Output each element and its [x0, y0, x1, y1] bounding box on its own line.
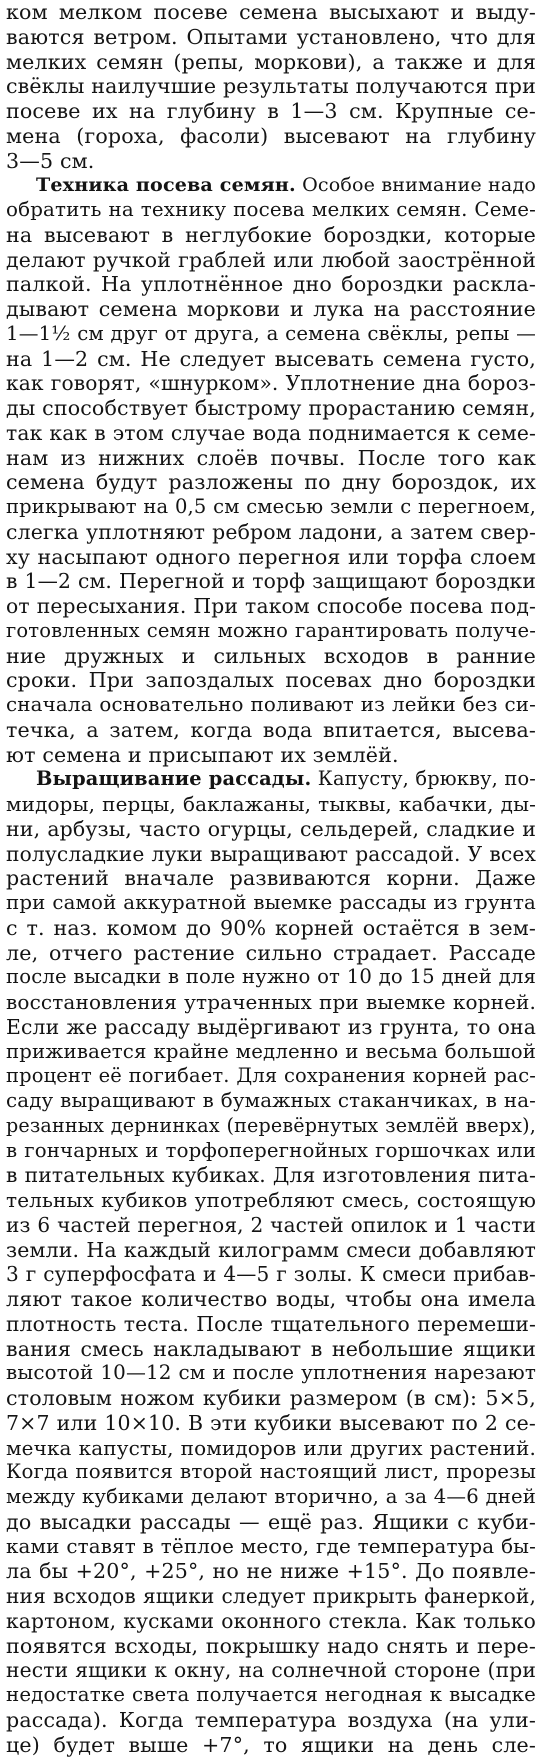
seedlings-paragraph	[6, 767, 536, 1757]
text-line: ние дружных и сильных всходов в ранние	[6, 644, 536, 669]
text-line: ни, арбузы, часто огурцы, сельдерей, сладкие и	[6, 817, 536, 842]
text-line: ды способствует быстрому прорастанию семян,	[6, 396, 536, 421]
text-line: готовленных семян можно гарантировать получе-	[6, 619, 536, 644]
text-line: 7×7 или 10×10. В эти кубики высевают по 2 се-	[6, 1411, 536, 1436]
text-line	[6, 767, 536, 792]
text-line: нам из нижних слоёв почвы. После того как	[6, 446, 536, 471]
text-line: из 6 частей перегноя, 2 частей опилок и 1 части	[6, 1213, 536, 1238]
text-line: плотность теста. После тщательного перемеши-	[6, 1312, 536, 1337]
text-line: в питательных кубиках. Для изготовления пита-	[6, 1163, 536, 1188]
text-line: тельных кубиков употребляют смесь, состоящую	[6, 1188, 536, 1213]
text-line: мелких семян (репы, моркови), а также и для	[6, 50, 536, 75]
text-line: как говорят, «шнурком». Уплотнение дна бороз-	[6, 371, 536, 396]
text-line: на 1—2 см. Не следует высевать семена густо,	[6, 347, 536, 372]
text-line: саду выращивают в бумажных стаканчиках, в на-	[6, 1089, 536, 1114]
text-line: между кубиками делают вторично, а за 4—6 дней	[6, 1485, 536, 1510]
text-line: ния всходов ящики следует прикрыть фанеркой,	[6, 1584, 536, 1609]
text-line: так как в этом случае вода поднимается к семе-	[6, 421, 536, 446]
text-fragment: Особое внимание надо	[302, 173, 536, 196]
text-line: ком мелком посеве семена высыхают и выду-	[6, 0, 536, 25]
text-line	[6, 173, 536, 198]
text-line: в 1—2 см. Перегной и торф защищают бороздки	[6, 569, 536, 594]
text-line: ют семена и присыпают их землёй.	[6, 743, 536, 768]
text-line: слегка уплотняют ребром ладони, а затем свер-	[6, 520, 536, 545]
text-line: недостатке света получается негодная к высадке	[6, 1683, 536, 1708]
text-line: ляют такое количество воды, чтобы она имела	[6, 1287, 536, 1312]
text-line: делают ручкой граблей или любой заострённой	[6, 248, 536, 273]
text-line: до высадки рассады — ещё раз. Ящики с куби-	[6, 1510, 536, 1535]
text-line: свёклы наилучшие результаты получаются при	[6, 74, 536, 99]
text-line: картоном, кусками оконного стекла. Как только	[6, 1609, 536, 1634]
text-line: семена будут разложены по дну бороздок, их	[6, 470, 536, 495]
section-heading: Выращивание рассады.	[36, 767, 311, 790]
section-heading: Техника посева семян.	[36, 173, 296, 196]
text-line: земли. На каждый килограмм смеси добавляют	[6, 1238, 536, 1263]
text-line: сначала основательно поливают из лейки без си-	[6, 693, 536, 718]
text-line: прикрывают на 0,5 см смесью земли с перегноем,	[6, 495, 536, 520]
text-line: обратить на технику посева мелких семян. Семе-	[6, 198, 536, 223]
text-line: при самой аккуратной выемке рассады из грунта	[6, 891, 536, 916]
text-line: столовым ножом кубики размером (в см): 5×5,	[6, 1386, 536, 1411]
text-line: от пересыхания. При таком способе посева под-	[6, 594, 536, 619]
text-line: восстановления утраченных при выемке корней.	[6, 990, 536, 1015]
text-line: ками ставят в тёплое место, где температура бы-	[6, 1535, 536, 1560]
text-line: после высадки в поле нужно от 10 до 15 дней для	[6, 965, 536, 990]
text-line: рассада). Когда температура воздуха (на ули-	[6, 1708, 536, 1733]
text-line: це) будет выше +7°, то ящики на день сле-	[6, 1733, 536, 1757]
text-line: с т. наз. комом до 90% корней остаётся в зем-	[6, 916, 536, 941]
text-line: в гончарных и торфоперегнойных горшочках или	[6, 1139, 536, 1164]
text-line: течка, а затем, когда вода впитается, высева-	[6, 718, 536, 743]
text-line: палкой. На уплотнённое дно бороздки раскла-	[6, 272, 536, 297]
text-line: высотой 10—12 см и после уплотнения нарезают	[6, 1361, 536, 1386]
text-line: резанных дернинках (перевёрнутых землёй вверх),	[6, 1114, 536, 1139]
text-line: дывают семена моркови и лука на расстояние	[6, 297, 536, 322]
text-line: 3 г суперфосфата и 4—5 г золы. К смеси прибав-	[6, 1262, 536, 1287]
text-line: посеве их на глубину в 1—3 см. Крупные се-	[6, 99, 536, 124]
text-line: полусладкие луки выращивают рассадой. У всех	[6, 842, 536, 867]
text-line: появятся всходы, покрышку надо снять и пере-	[6, 1634, 536, 1659]
text-line: мидоры, перцы, баклажаны, тыквы, кабачки, ды-	[6, 792, 536, 817]
text-line: ху насыпают одного перегноя или торфа слоем	[6, 545, 536, 570]
text-line: Если же рассаду выдёргивают из грунта, то она	[6, 1015, 536, 1040]
text-line: мена (гороха, фасоли) высевают на глубину	[6, 124, 536, 149]
text-line: мечка капусты, помидоров или других растений.	[6, 1436, 536, 1461]
intro-paragraph	[6, 0, 536, 173]
text-line: вания смесь накладывают в небольшие ящики	[6, 1337, 536, 1362]
text-line: ле, отчего растение сильно страдает. Рассаде	[6, 941, 536, 966]
text-line: ваются ветром. Опытами установлено, что для	[6, 25, 536, 50]
text-line: 1—1½ см друг от друга, а семена свёклы, репы —	[6, 322, 536, 347]
text-line: 3—5 см.	[6, 149, 536, 174]
text-line: на высевают в неглубокие бороздки, которые	[6, 223, 536, 248]
text-fragment: Капусту, брюкву, по-	[318, 767, 536, 790]
text-line: сроки. При запоздалых посевах дно бороздки	[6, 668, 536, 693]
text-line: нести ящики к окну, на солнечной стороне (при	[6, 1658, 536, 1683]
text-line: процент её погибает. Для сохранения корней рас-	[6, 1064, 536, 1089]
sowing-technique-paragraph	[6, 173, 536, 767]
text-line: Когда появится второй настоящий лист, прорезы	[6, 1460, 536, 1485]
text-line: приживается крайне медленно и весьма большой	[6, 1040, 536, 1065]
text-line: растений вначале развиваются корни. Даже	[6, 866, 536, 891]
text-line: ла бы +20°, +25°, но не ниже +15°. До появле-	[6, 1559, 536, 1584]
